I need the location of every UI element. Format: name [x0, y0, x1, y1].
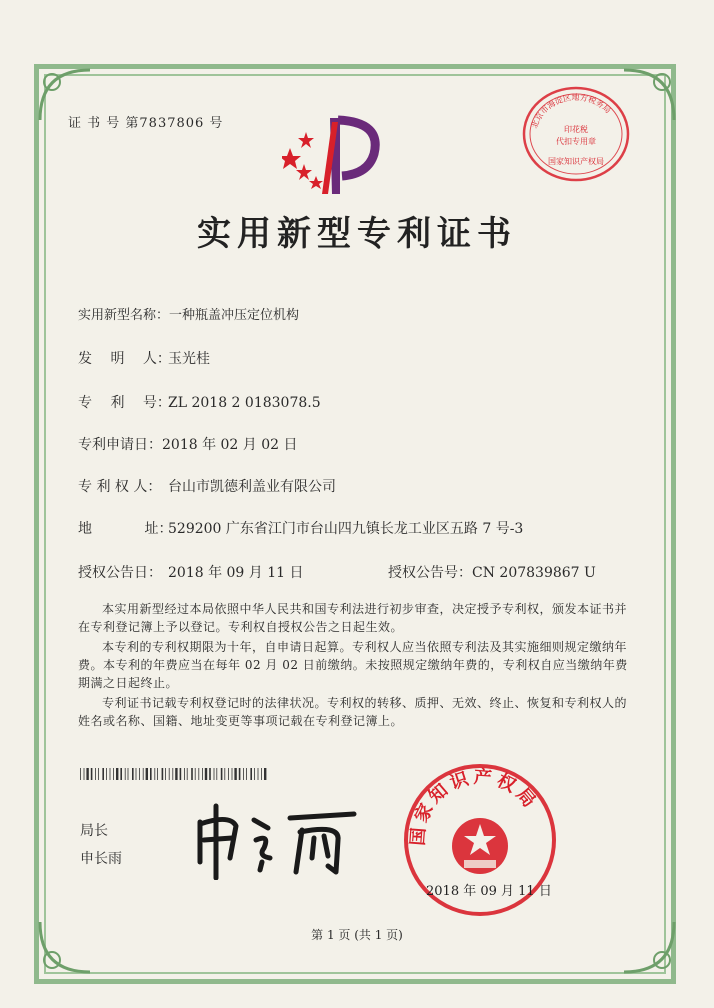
- tax-seal-line-2: 代扣专用章: [556, 137, 596, 146]
- field-value: 529200 广东省江门市台山四九镇长龙工业区五路 7 号-3: [168, 521, 524, 537]
- field-label: 专 利 权 人：: [78, 479, 162, 495]
- field-value: 2018 年 02 月 02 日: [162, 437, 298, 453]
- tax-seal-arc-text: 北京市海淀区地方税务局: [529, 92, 613, 130]
- field-filing-date: [78, 434, 298, 454]
- field-value: ZL 2018 2 0183078.5: [168, 395, 321, 411]
- field-value: 2018 年 09 月 11 日: [168, 565, 304, 581]
- field-patent-number: [78, 392, 321, 412]
- tax-seal-bottom-text: 国家知识产权局: [548, 157, 604, 166]
- director-title: 局长: [80, 823, 108, 839]
- field-address: [78, 518, 523, 538]
- certificate-title: 实用新型专利证书: [197, 214, 517, 254]
- field-label: 发 明 人：: [78, 351, 171, 367]
- field-label: 授权公告号：: [388, 565, 472, 581]
- field-value: 玉光桂: [168, 351, 210, 367]
- field-grant-number: [388, 562, 596, 582]
- svg-text:北京市海淀区地方税务局: [529, 92, 613, 130]
- paragraph-legal-status: 专利证书记载专利权登记时的法律状况。专利权的转移、质押、无效、终止、恢复和专利权人的姓名或名称、国籍、地址变更等事项记载在专利登记簿上。: [78, 696, 628, 728]
- field-value: 台山市凯德利盖业有限公司: [168, 479, 336, 495]
- field-label: 专利申请日：: [78, 437, 162, 453]
- field-grant-date: [78, 562, 304, 582]
- field-utility-model-name: [78, 304, 299, 323]
- field-label: 专 利 号：: [78, 395, 171, 411]
- paragraph-term-statement: 本专利的专利权期限为十年，自申请日起算。专利权人应当依照专利法及其实施细则规定缴纳年费。本专利的年费应当在每年 02 月 02 日前缴纳。未按照规定缴纳年费的，专利权自应当缴纳年费期满之日起终止。: [78, 640, 628, 690]
- seal-date: 2018 年 09 月 11 日: [426, 884, 552, 899]
- barcode: [80, 768, 270, 780]
- field-value: CN 207839867 U: [472, 565, 596, 581]
- field-patentee: [78, 476, 336, 496]
- field-label: 地 址：: [78, 521, 173, 537]
- paragraph-grant-statement: 本实用新型经过本局依照中华人民共和国专利法进行初步审查，决定授予专利权，颁发本证书并在专利登记簿上予以登记。专利权自授权公告之日起生效。: [78, 602, 628, 634]
- patent-office-logo-icon: [282, 110, 392, 200]
- field-value: 一种瓶盖冲压定位机构: [169, 308, 300, 323]
- corner-ornament-bottom-left: [30, 912, 100, 982]
- corner-ornament-bottom-right: [614, 912, 684, 982]
- director-name: 申长雨: [80, 851, 122, 867]
- tax-seal-stamp: [520, 84, 632, 184]
- field-label: 授权公告日：: [78, 565, 162, 581]
- field-label: 实用新型名称：: [78, 308, 170, 323]
- director-signature: [190, 800, 360, 880]
- seal-arc-text: 国家知识产权局: [407, 766, 543, 847]
- tax-seal-line-1: 印花税: [564, 125, 588, 134]
- certificate-number: 证 书 号 第7837806 号: [68, 116, 224, 131]
- field-inventor: [78, 348, 210, 368]
- page-number: 第 1 页 (共 1 页): [311, 928, 403, 942]
